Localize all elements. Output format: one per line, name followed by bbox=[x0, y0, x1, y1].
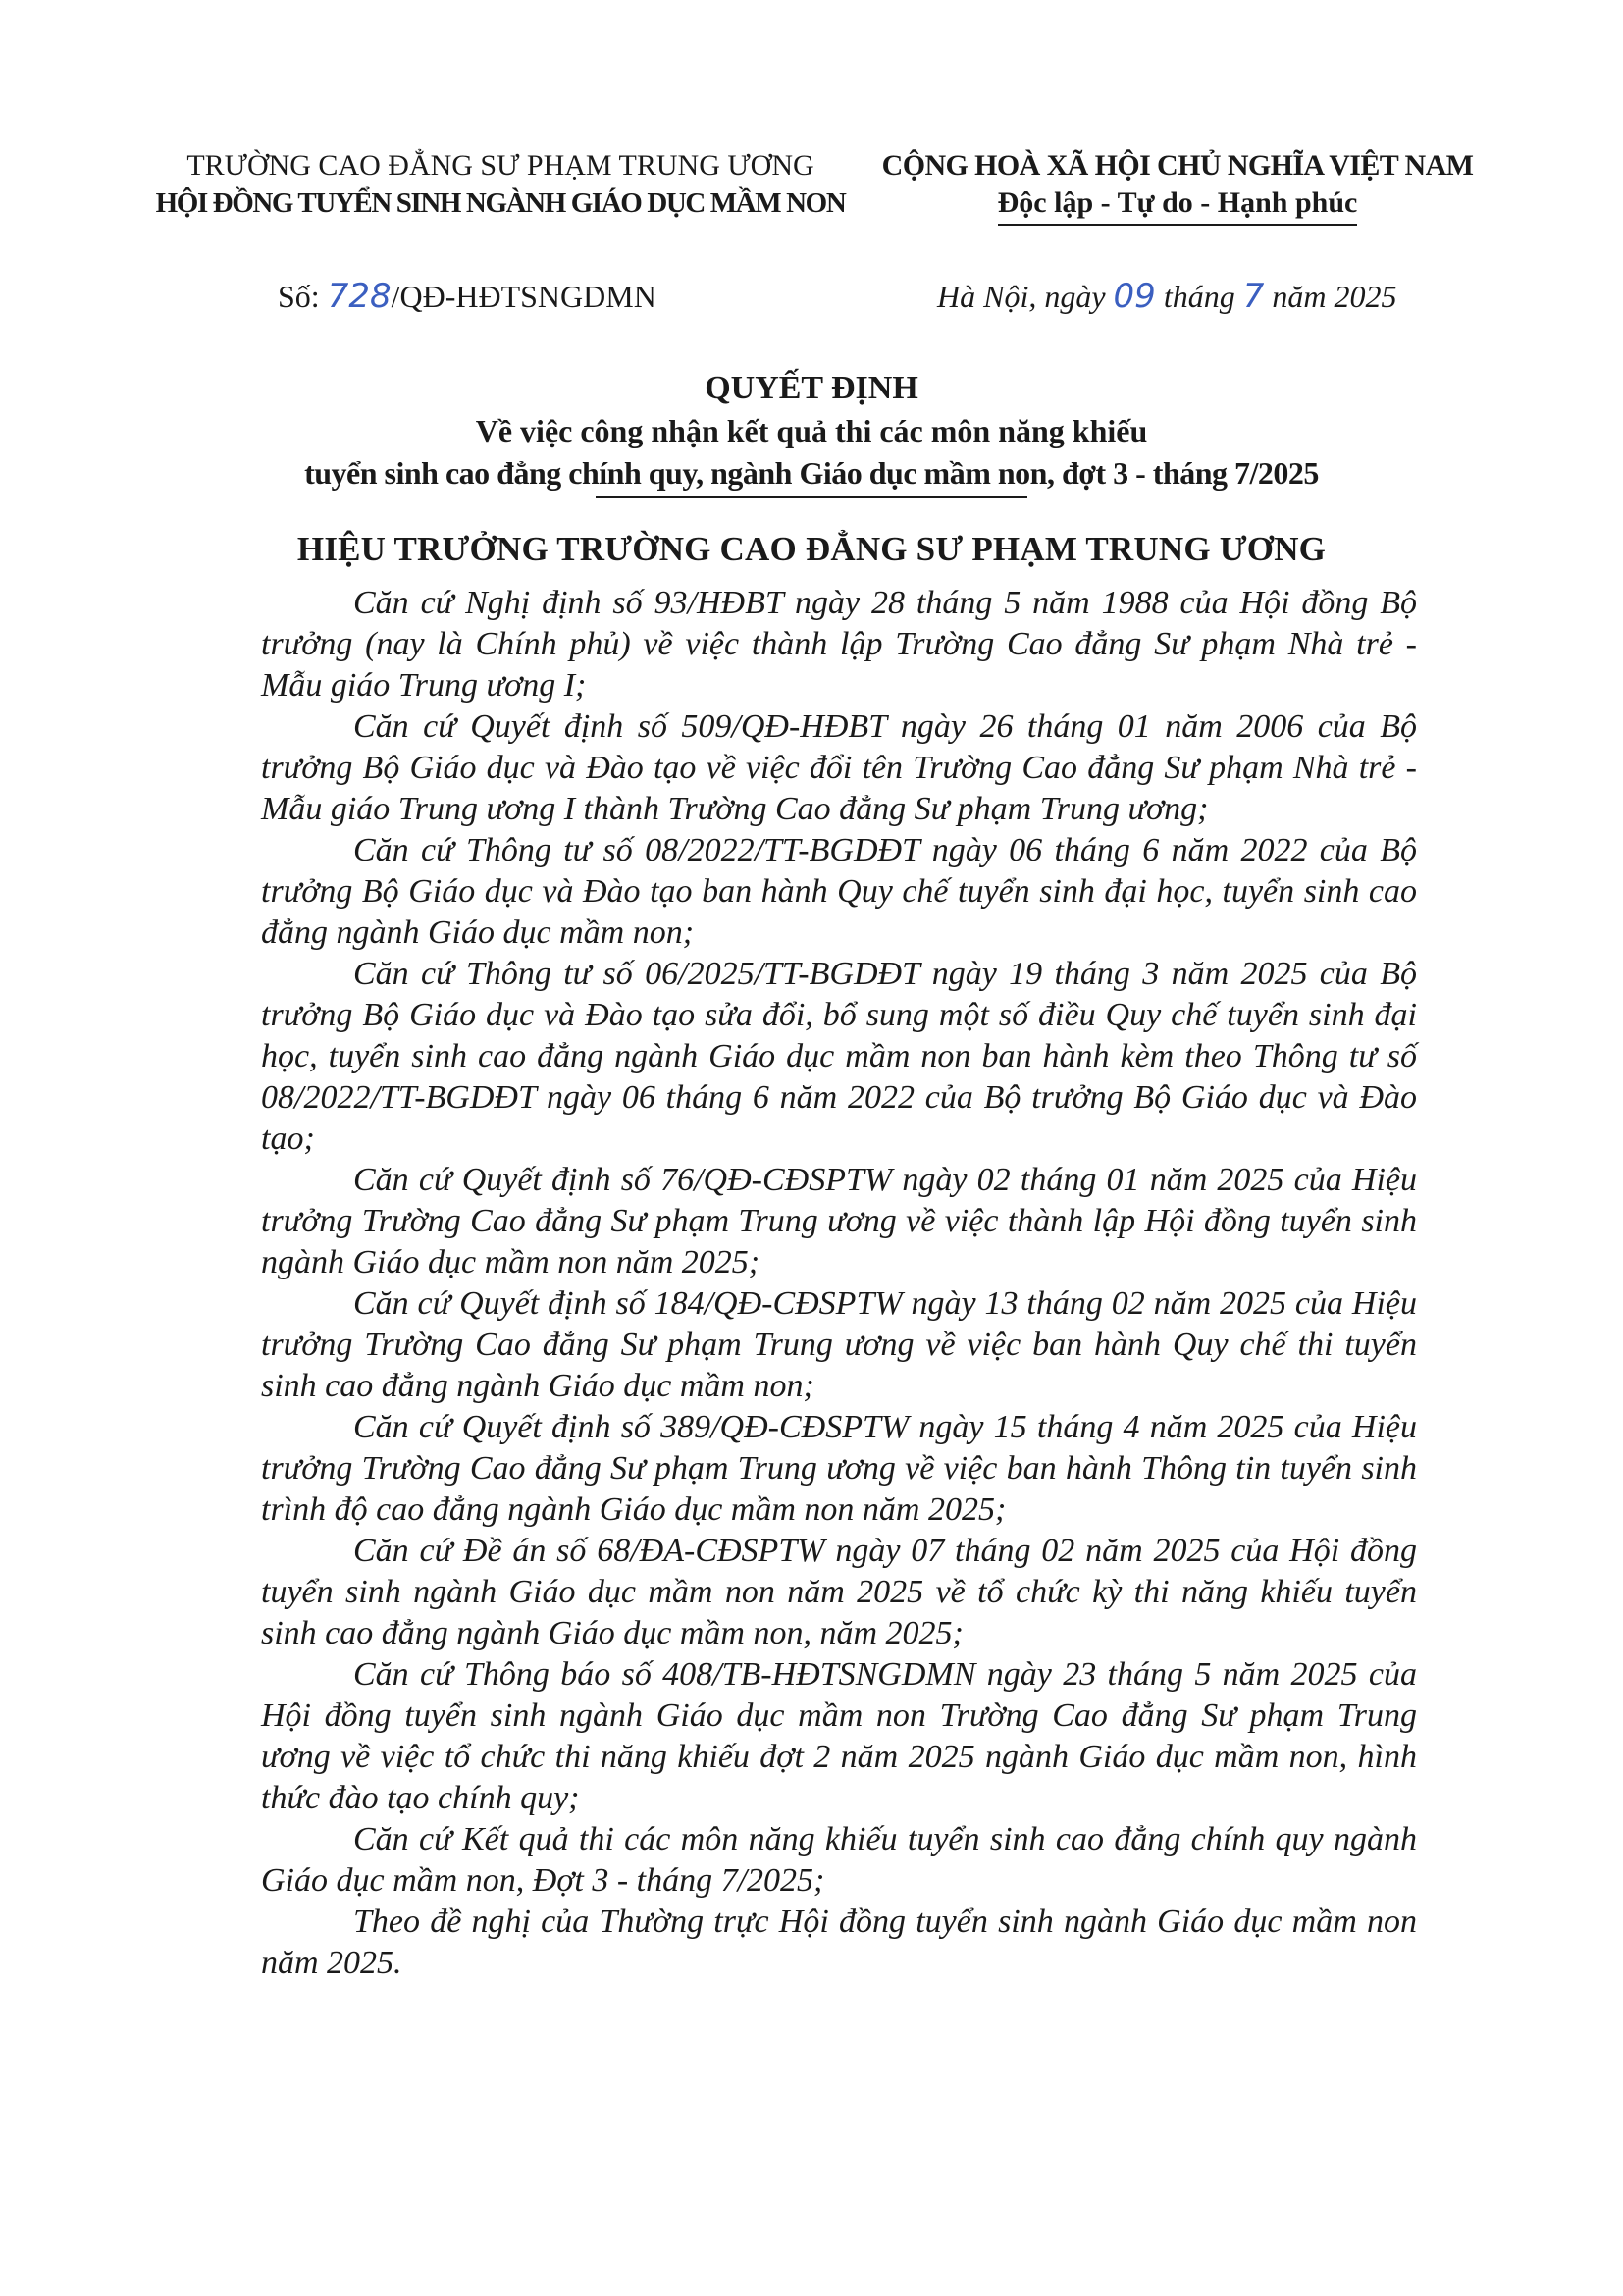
title-underline bbox=[596, 496, 1027, 498]
legal-basis-paragraph: Căn cứ Kết quả thi các môn năng khiếu tuyển sinh cao đẳng chính quy ngành Giáo dục mầm non, Đợt 3 - tháng 7/2025; bbox=[261, 1821, 1417, 1899]
handwritten-month: 7 bbox=[1242, 277, 1265, 316]
legal-basis-paragraph: Căn cứ Quyết định số 76/QĐ-CĐSPTW ngày 02 tháng 01 năm 2025 của Hiệu trưởng Trường Cao đẳng Sư phạm Trung ương về việc thành lập Hội đồng tuyển sinh ngành Giáo dục mầm non năm 2025; bbox=[261, 1162, 1417, 1280]
date-year-label: năm 2025 bbox=[1264, 279, 1397, 314]
legal-basis-paragraph: Căn cứ Nghị định số 93/HĐBT ngày 28 tháng 5 năm 1988 của Hội đồng Bộ trưởng (nay là Chính phủ) về việc thành lập Trường Cao đẳng Sư phạm Nhà trẻ - Mẫu giáo Trung ương I; bbox=[261, 585, 1417, 704]
legal-basis-paragraph: Căn cứ Thông báo số 408/TB-HĐTSNGDMN ngày 23 tháng 5 năm 2025 của Hội đồng tuyển sinh ngành Giáo dục mầm non Trường Cao đẳng Sư phạm Trung ương về việc tổ chức thi năng khiếu đợt 2 năm 2025 ngành Giáo dục mầm non, hình thức đào tạo chính quy; bbox=[261, 1656, 1417, 1816]
legal-basis-paragraph: Căn cứ Quyết định số 389/QĐ-CĐSPTW ngày 15 tháng 4 năm 2025 của Hiệu trưởng Trường Cao đẳng Sư phạm Trung ương về việc ban hành Thông tin tuyển sinh trình độ cao đẳng ngành Giáo dục mầm non năm 2025; bbox=[261, 1409, 1417, 1528]
proposal-paragraph: Theo đề nghị của Thường trực Hội đồng tuyển sinh ngành Giáo dục mầm non năm 2025. bbox=[261, 1904, 1417, 1981]
parent-organization: TRƯỜNG CAO ĐẲNG SƯ PHẠM TRUNG ƯƠNG bbox=[186, 149, 814, 182]
handwritten-day: 09 bbox=[1113, 277, 1156, 316]
document-number bbox=[278, 277, 656, 316]
title-subject-line2: tuyển sinh cao đẳng chính quy, ngành Giáo dục mầm non, đợt 3 - tháng 7/2025 bbox=[304, 455, 1319, 491]
legal-bases bbox=[261, 583, 1417, 1984]
issuing-authority: HIỆU TRƯỞNG TRƯỜNG CAO ĐẲNG SƯ PHẠM TRUNG ƯƠNG bbox=[296, 530, 1327, 568]
title-subject-line1: Về việc công nhận kết quả thi các môn năng khiếu bbox=[475, 413, 1148, 448]
legal-basis-paragraph: Căn cứ Thông tư số 06/2025/TT-BGDĐT ngày 19 tháng 3 năm 2025 của Bộ trưởng Bộ Giáo dục và Đào tạo sửa đổi, bổ sung một số điều Quy chế tuyển sinh đại học, tuyển sinh cao đẳng ngành Giáo dục mầm non ban hành kèm theo Thông tư số 08/2022/TT-BGDĐT ngày 06 tháng 6 năm 2022 của Bộ trưởng Bộ Giáo dục và Đào tạo; bbox=[261, 956, 1417, 1157]
handwritten-number: 728 bbox=[327, 277, 392, 316]
decision-title bbox=[0, 367, 1623, 498]
legal-basis-paragraph: Căn cứ Đề án số 68/ĐA-CĐSPTW ngày 07 tháng 02 năm 2025 của Hội đồng tuyển sinh ngành Giáo dục mầm non năm 2025 về tổ chức kỳ thi năng khiếu tuyển sinh cao đẳng ngành Giáo dục mầm non, năm 2025; bbox=[261, 1533, 1417, 1651]
title-heading: QUYẾT ĐỊNH bbox=[705, 370, 918, 406]
legal-basis-paragraph: Căn cứ Quyết định số 184/QĐ-CĐSPTW ngày 13 tháng 02 năm 2025 của Hiệu trưởng Trường Cao đẳng Sư phạm Trung ương về việc ban hành Quy chế thi tuyển sinh cao đẳng ngành Giáo dục mầm non; bbox=[261, 1285, 1417, 1404]
legal-basis-paragraph: Căn cứ Thông tư số 08/2022/TT-BGDĐT ngày 06 tháng 6 năm 2022 của Bộ trưởng Bộ Giáo dục và Đào tạo ban hành Quy chế tuyển sinh đại học, tuyển sinh cao đẳng ngành Giáo dục mầm non; bbox=[261, 832, 1417, 951]
national-heading bbox=[844, 147, 1511, 226]
issuing-organization bbox=[118, 147, 883, 222]
country-name: CỘNG HOÀ XÃ HỘI CHỦ NGHĨA VIỆT NAM bbox=[881, 149, 1474, 182]
document-date bbox=[937, 277, 1396, 316]
number-suffix: /QĐ-HĐTSNGDMN bbox=[391, 279, 656, 314]
legal-basis-paragraph: Căn cứ Quyết định số 509/QĐ-HĐBT ngày 26 tháng 01 năm 2006 của Bộ trưởng Bộ Giáo dục và Đào tạo về việc đổi tên Trường Cao đẳng Sư phạm Nhà trẻ - Mẫu giáo Trung ương I thành Trường Cao đẳng Sư phạm Trung ương; bbox=[261, 708, 1417, 827]
number-prefix: Số: bbox=[278, 279, 328, 314]
national-motto: Độc lập - Tự do - Hạnh phúc bbox=[998, 184, 1358, 226]
date-place: Hà Nội, ngày bbox=[937, 279, 1114, 314]
date-month-label: tháng bbox=[1155, 279, 1243, 314]
issuing-council: HỘI ĐỒNG TUYỂN SINH NGÀNH GIÁO DỤC MẦM NON bbox=[155, 187, 846, 219]
